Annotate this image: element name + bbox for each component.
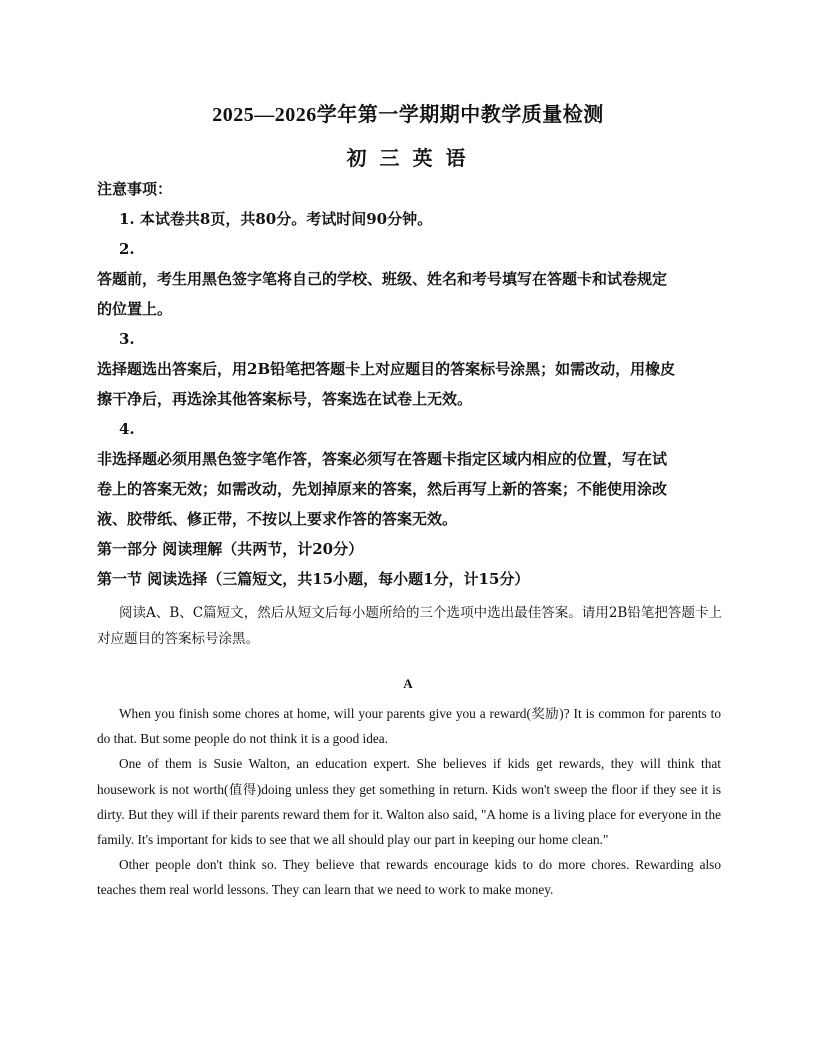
notice-item-1: 1. 本试卷共8页，共80分。考试时间90分钟。: [119, 210, 433, 228]
passage-paragraph: Other people don't think so. They believe that rewards encourage kids to do more chores. Rewarding also teaches them real world lessons. They can learn that we need to work to make money.: [97, 857, 721, 898]
notice-item-4-number: 4.: [119, 420, 135, 438]
part-one-heading: 第一部分 阅读理解（共两节，计20分）: [97, 540, 364, 558]
notice-item-4-line-2: 卷上的答案无效；如需改动，先划掉原来的答案，然后再写上新的答案；不能使用涂改: [97, 480, 668, 498]
notice-item-4-line-3: 液、胶带纸、修正带，不按以上要求作答的答案无效。: [97, 510, 458, 528]
section-one-heading: 第一节 阅读选择（三篇短文，共15小题，每小题1分，计15分）: [97, 570, 530, 588]
passage-paragraph: When you finish some chores at home, will your parents give you a reward(奖励)? It is common for parents to do that. But some people do not think it is a good idea.: [97, 706, 721, 747]
notice-item-2-line-2: 的位置上。: [97, 300, 173, 318]
section-instructions: 阅读A、B、C篇短文，然后从短文后每小题所给的三个选项中选出最佳答案。请用2B铅笔把答题卡上对应题目的答案标号涂黑。: [97, 605, 722, 647]
notice-item-3-line-1: 选择题选出答案后，用2B铅笔把答题卡上对应题目的答案标号涂黑；如需改动，用橡皮: [97, 360, 676, 378]
notice-heading: 注意事项：: [97, 180, 173, 198]
exam-subject: 初 三 英 语: [346, 148, 470, 170]
notice-item-3-number: 3.: [119, 330, 135, 348]
notice-item-2-line-1: 答题前，考生用黑色签字笔将自己的学校、班级、姓名和考号填写在答题卡和试卷规定: [97, 270, 668, 288]
passage-a-label: A: [403, 676, 413, 691]
notice-item-3-line-2: 擦干净后，再选涂其他答案标号，答案选在试卷上无效。: [97, 390, 473, 408]
notice-item-2-number: 2.: [119, 240, 135, 258]
passage-a: [97, 701, 721, 903]
passage-paragraph: One of them is Susie Walton, an education expert. She believes if kids get rewards, they will think that housework is not worth(值得)doing unless they get something in return. Kids won't sweep the floor if they see it is dirty. But they will if their parents reward them for it. Walton also said, "A home is a living place for everyone in the family. It's important for kids to see that we all should play our part in keeping our home clean.": [97, 756, 721, 848]
notice-block: [97, 174, 722, 594]
exam-title: 2025—2026学年第一学期期中教学质量检测: [212, 104, 604, 126]
notice-item-4-line-1: 非选择题必须用黑色签字笔作答，答案必须写在答题卡指定区域内相应的位置，写在试: [97, 450, 668, 468]
